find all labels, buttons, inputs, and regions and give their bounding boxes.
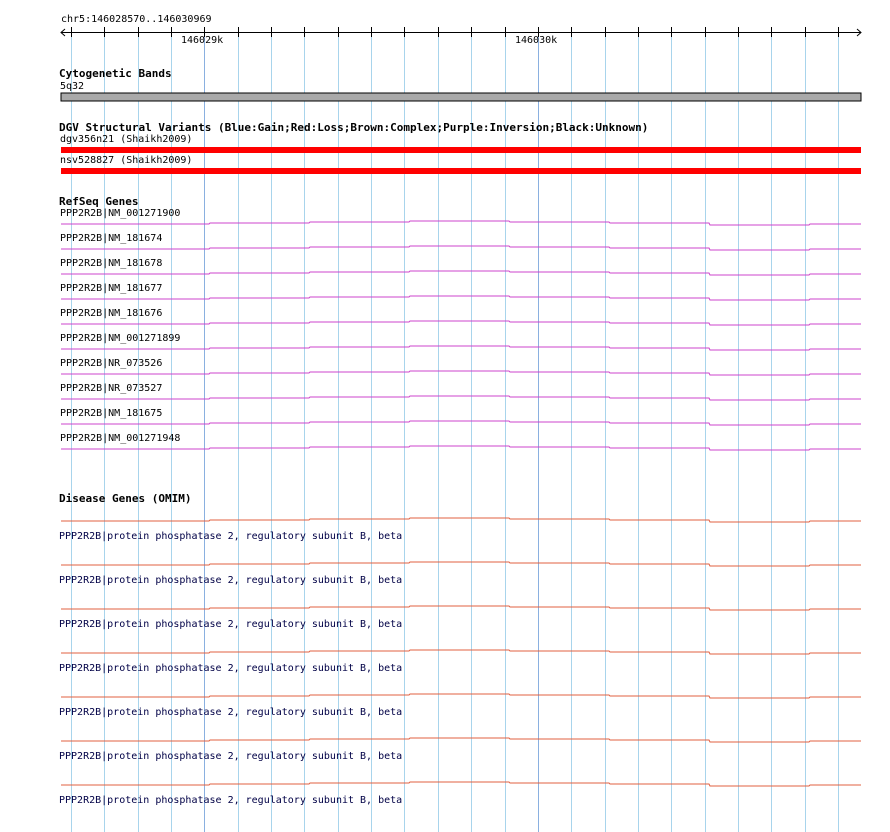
omim-gene-line [61,518,861,522]
ruler-major-label: 146029k [181,35,224,46]
refseq-gene-line [61,296,861,300]
dgv-variant-label[interactable]: dgv356n21 (Shaikh2009) [60,134,193,145]
refseq-gene-line [61,346,861,350]
omim-gene-label[interactable]: PPP2R2B|protein phosphatase 2, regulatory subunit B, beta [59,619,403,630]
omim-gene-line [61,650,861,654]
refseq-gene-line [61,321,861,325]
omim-gene-line [61,562,861,566]
omim-gene-line [61,782,861,786]
refseq-gene-line [61,446,861,450]
ruler-major-label: 146030k [515,35,558,46]
ruler-range-label: chr5:146028570..146030969 [61,14,212,25]
refseq-gene-label[interactable]: PPP2R2B|NM_181675 [60,408,163,419]
cytoband-track-title: Cytogenetic Bands [59,67,172,80]
refseq-gene-label[interactable]: PPP2R2B|NM_181676 [60,308,163,319]
omim-gene-label[interactable]: PPP2R2B|protein phosphatase 2, regulatory subunit B, beta [59,575,403,586]
omim-gene-label[interactable]: PPP2R2B|protein phosphatase 2, regulatory subunit B, beta [59,531,403,542]
dgv-variant-bar [61,147,861,153]
refseq-gene-label[interactable]: PPP2R2B|NM_001271900 [60,208,181,219]
omim-gene-label[interactable]: PPP2R2B|protein phosphatase 2, regulatory subunit B, beta [59,663,403,674]
omim-gene-label[interactable]: PPP2R2B|protein phosphatase 2, regulatory subunit B, beta [59,707,403,718]
omim-gene-line [61,606,861,610]
refseq-gene-label[interactable]: PPP2R2B|NM_001271948 [60,433,181,444]
refseq-gene-line [61,246,861,250]
omim-gene-line [61,694,861,698]
dgv-track-title: DGV Structural Variants (Blue:Gain;Red:Loss;Brown:Complex;Purple:Inversion;Black:Unknown) [59,121,649,134]
dgv-variant-bar [61,168,861,174]
refseq-gene-label[interactable]: PPP2R2B|NM_181674 [60,233,163,244]
dgv-variant-label[interactable]: nsv528827 (Shaikh2009) [60,155,193,166]
refseq-gene-label[interactable]: PPP2R2B|NR_073526 [60,358,163,369]
refseq-gene-label[interactable]: PPP2R2B|NM_001271899 [60,333,181,344]
cytoband-bar [61,93,861,101]
refseq-track-title: RefSeq Genes [59,195,139,208]
refseq-gene-line [61,371,861,375]
refseq-gene-label[interactable]: PPP2R2B|NM_181678 [60,258,163,269]
refseq-gene-line [61,221,861,225]
cytoband-label: 5q32 [60,81,85,92]
refseq-gene-line [61,421,861,425]
omim-gene-line [61,738,861,742]
omim-gene-label[interactable]: PPP2R2B|protein phosphatase 2, regulatory subunit B, beta [59,751,403,762]
refseq-gene-line [61,396,861,400]
refseq-gene-line [61,271,861,275]
omim-track-title: Disease Genes (OMIM) [59,492,192,505]
refseq-gene-label[interactable]: PPP2R2B|NR_073527 [60,383,163,394]
omim-gene-label[interactable]: PPP2R2B|protein phosphatase 2, regulatory subunit B, beta [59,795,403,806]
refseq-gene-label[interactable]: PPP2R2B|NM_181677 [60,283,163,294]
